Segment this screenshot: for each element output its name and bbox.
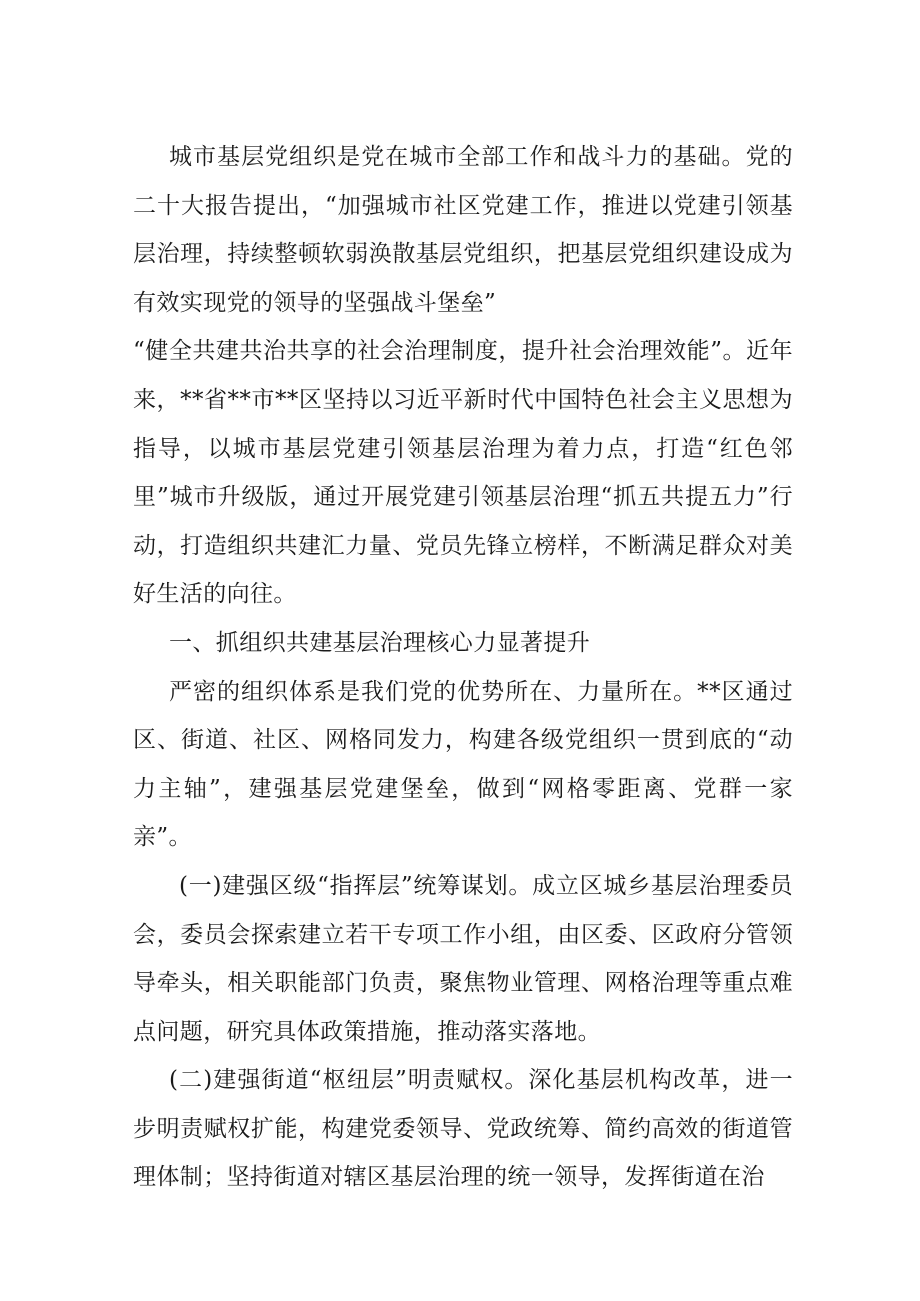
section-heading: 一、抓组织共建基层治理核心力显著提升 [169, 629, 591, 656]
subsection-1-paragraph: (一)建强区级“指挥层”统筹谋划。成立区城乡基层治理委员会，委员会探索建立若干专项工作小组，由区委、区政府分管领导牵头，相关职能部门负责，聚焦物业管理、网格治理等重点难点问题，研究具体政策措施，推动落实落地。 [133, 872, 793, 1045]
intro-continued-paragraph: “健全共建共治共享的社会治理制度，提升社会治理效能”。近年来，**省**市**区坚持以习近平新时代中国特色社会主义思想为指导，以城市基层党建引领基层治理为着力点，打造“红色邻里”城市升级版，通过开展党建引领基层治理“抓五共提五力”行动，打造组织共建汇力量、党员先锋立榜样，不断满足群众对美好生活的向往。 [133, 338, 793, 608]
section-intro-paragraph: 严密的组织体系是我们党的优势所在、力量所在。**区通过区、街道、社区、网格同发力，构建各级党组织一贯到底的“动力主轴”，建强基层党建堡垒，做到“网格零距离、党群一家亲”。 [133, 678, 793, 851]
intro-paragraph: 城市基层党组织是党在城市全部工作和战斗力的基础。党的二十大报告提出，“加强城市社区党建工作，推进以党建引领基层治理，持续整顿软弱涣散基层党组织，把基层党组织建设成为有效实现党的领导的坚强战斗堡垒” [133, 144, 793, 316]
document-body [133, 133, 793, 1202]
subsection-2-paragraph: (二)建强街道“枢纽层”明责赋权。深化基层机构改革，进一步明责赋权扩能，构建党委领导、党政统筹、简约高效的街道管理体制；坚持街道对辖区基层治理的统一领导，发挥街道在治 [133, 1067, 793, 1191]
